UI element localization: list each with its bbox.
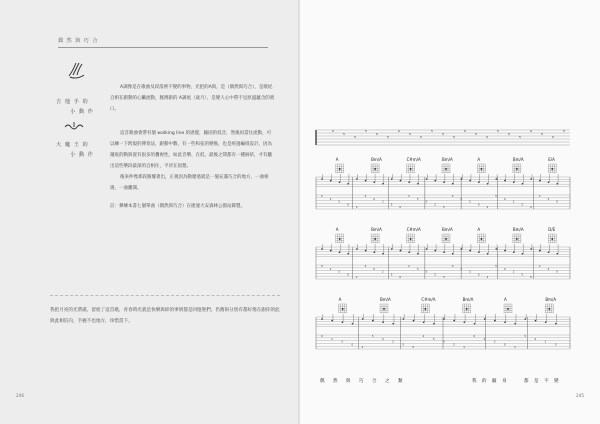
tab-note: 0 bbox=[376, 132, 378, 136]
tab-number: 0 bbox=[477, 273, 480, 277]
lyric-char: 類 bbox=[398, 379, 403, 384]
note-head bbox=[352, 323, 354, 325]
tab-number: 2 bbox=[355, 206, 358, 210]
note-head bbox=[513, 181, 515, 183]
tab-number: 0 bbox=[425, 200, 428, 204]
tab-note: 5 bbox=[541, 132, 543, 136]
tab-number: 2 bbox=[486, 276, 489, 280]
tab-note: 0 bbox=[530, 129, 532, 133]
tab-number: 5 bbox=[524, 335, 526, 338]
tab-note: 0 bbox=[332, 129, 334, 133]
tab-number: 5 bbox=[338, 200, 341, 204]
chord-dot bbox=[339, 238, 341, 240]
chord-dot bbox=[410, 168, 412, 170]
chord-name: Bm/A bbox=[442, 157, 453, 162]
note-head bbox=[452, 253, 454, 255]
tab-note: 5 bbox=[431, 129, 433, 133]
tab-number: 5 bbox=[364, 265, 367, 268]
chord-name: Bm/A bbox=[442, 227, 453, 232]
chord-name: A bbox=[504, 297, 507, 302]
note-head bbox=[339, 251, 341, 253]
chord-dot bbox=[374, 168, 376, 170]
note-head bbox=[545, 321, 547, 323]
note-head bbox=[347, 253, 349, 255]
tab-number: 0 bbox=[351, 343, 354, 347]
tab-number: 2 bbox=[460, 197, 463, 201]
tab-number: 2 bbox=[408, 265, 410, 268]
note-head bbox=[392, 323, 394, 325]
chord-dot bbox=[374, 238, 376, 240]
note-head bbox=[339, 181, 341, 183]
tab-number: 5 bbox=[402, 343, 404, 347]
tab-number: 0 bbox=[321, 335, 323, 338]
note-head bbox=[474, 323, 476, 325]
tab-number: 5 bbox=[364, 195, 367, 198]
tab-number: 2 bbox=[329, 197, 332, 201]
tab-number: 0 bbox=[373, 267, 375, 271]
tab-note: 0 bbox=[420, 135, 422, 139]
tab-number: 5 bbox=[432, 337, 435, 341]
chord-name: Bm/A bbox=[545, 297, 557, 302]
note-head bbox=[331, 320, 333, 322]
chord-dot bbox=[551, 238, 553, 240]
note-head bbox=[321, 178, 323, 180]
tab-number: 2 bbox=[392, 340, 394, 344]
note-head bbox=[391, 248, 393, 250]
tab-number: 5 bbox=[338, 270, 341, 274]
tab-number: 0 bbox=[399, 276, 402, 280]
chord-name: Bm/A bbox=[380, 297, 391, 302]
tab-note: 5 bbox=[343, 132, 345, 136]
tab-number: 2 bbox=[361, 346, 364, 350]
note-head bbox=[330, 250, 332, 252]
bottom-text: 我把月亮的光帶滿，留給了這首歌，青春時光就是快樂與碎的事情都是回憶聖們，仍舊盼分別有都好像在跟你的此與此相信向，手握不也地方，珍惜當下。 bbox=[50, 308, 280, 324]
chord-dot bbox=[481, 168, 483, 170]
tab-number: 5 bbox=[469, 270, 471, 274]
note-head bbox=[530, 178, 532, 180]
lyric-char: 巧 bbox=[359, 379, 364, 384]
note-head bbox=[391, 178, 393, 180]
chord-name: E/A bbox=[548, 157, 555, 162]
tab-note: 5 bbox=[453, 135, 455, 139]
tab-number: 0 bbox=[412, 346, 415, 350]
lyric-char: 隨 bbox=[492, 379, 497, 384]
note-head bbox=[423, 321, 425, 323]
chord-dot bbox=[551, 168, 553, 170]
note-head bbox=[417, 183, 419, 185]
chord-dot bbox=[445, 168, 447, 170]
tab-number: 0 bbox=[373, 197, 375, 201]
note-head bbox=[373, 181, 375, 183]
note-head bbox=[426, 248, 428, 250]
note-head bbox=[426, 178, 428, 180]
note-head bbox=[347, 183, 349, 185]
tab-number: 2 bbox=[434, 203, 436, 207]
chord-name: A bbox=[335, 227, 339, 232]
note-head bbox=[504, 180, 506, 182]
lyric-char: 我 bbox=[472, 379, 477, 384]
lyric-char: 與 bbox=[346, 379, 351, 384]
note-head bbox=[434, 180, 436, 182]
tab-note: 0 bbox=[464, 129, 466, 133]
note-head bbox=[365, 250, 367, 252]
tab-note: 5 bbox=[365, 129, 367, 133]
lyric-char: 之 bbox=[385, 379, 390, 384]
chord-name: A bbox=[477, 227, 481, 232]
recording-note: 註：彈練本書七個單曲（偶然與巧合）在捷運大安森林公園站錄製。 bbox=[110, 204, 245, 209]
tab-number: 0 bbox=[321, 195, 323, 198]
chord-dot bbox=[445, 238, 447, 240]
note-head bbox=[382, 321, 384, 323]
chord-dot bbox=[516, 238, 518, 240]
note-head bbox=[382, 183, 384, 185]
chord-name: Bm/A bbox=[512, 157, 524, 162]
tab-number: 2 bbox=[382, 200, 384, 204]
note-head bbox=[461, 178, 463, 180]
tab-number: 0 bbox=[399, 206, 402, 210]
note-head bbox=[535, 320, 537, 322]
note-head bbox=[443, 251, 445, 253]
note-head bbox=[495, 248, 497, 250]
tab-number: 0 bbox=[347, 273, 349, 277]
chord-name: Bm/A bbox=[371, 157, 382, 162]
note-head bbox=[478, 251, 480, 253]
note-head bbox=[555, 323, 557, 325]
tab-number: 2 bbox=[486, 206, 489, 210]
note-head bbox=[556, 253, 558, 255]
tab-number: 5 bbox=[341, 340, 343, 344]
tab-number: 5 bbox=[521, 273, 524, 277]
tab-number: 0 bbox=[473, 335, 476, 338]
tab-number: 5 bbox=[416, 197, 419, 201]
note-head bbox=[408, 251, 410, 253]
tab-number: 5 bbox=[493, 340, 496, 344]
tab-number: 0 bbox=[382, 337, 384, 341]
note-head bbox=[495, 178, 497, 180]
note-head bbox=[321, 318, 323, 320]
note-head bbox=[356, 178, 358, 180]
tab-number: 2 bbox=[453, 343, 455, 347]
lyric-char: 的 bbox=[482, 379, 487, 384]
boss-label: 大 魔 王 的 小 動 作 bbox=[56, 142, 94, 158]
tab-number: 5 bbox=[416, 267, 419, 271]
chord-dot bbox=[466, 308, 468, 310]
tab-number: 5 bbox=[443, 206, 445, 210]
guitarist-label: 吉 他 手 的 小 動 作 bbox=[56, 99, 94, 115]
chord-name: C#m/A bbox=[406, 227, 421, 232]
note-head bbox=[469, 180, 471, 182]
section1-text: A調像是在歌曲及段落裡不變的事物，光把的A與，是（偶然與巧合），是歌紀自相在跟動的心臟流動，脈搏跟的 A調尾（歲月），是變人心中帶不見原盛蘊含的奧口。 bbox=[110, 85, 275, 112]
tab-number: 5 bbox=[469, 200, 471, 204]
chord-dot bbox=[342, 308, 344, 310]
tab-number: 0 bbox=[534, 337, 537, 341]
lyric-char: 身 bbox=[502, 379, 507, 384]
tab-number: 2 bbox=[329, 267, 332, 271]
tab-number: 0 bbox=[556, 200, 558, 204]
note-head bbox=[413, 320, 415, 322]
chord-dot bbox=[507, 308, 509, 310]
tab-note: 5 bbox=[387, 135, 389, 139]
left-page-title: 偶 然 與 巧 合 bbox=[58, 38, 99, 44]
chord-name: C#m/A bbox=[421, 297, 436, 302]
tab-number: 2 bbox=[483, 337, 486, 341]
tab-note: 0 bbox=[508, 132, 510, 136]
tab-number: 5 bbox=[554, 343, 557, 347]
tab-number: 2 bbox=[422, 335, 425, 338]
note-head bbox=[330, 180, 332, 182]
note-head bbox=[539, 250, 541, 252]
note-head bbox=[356, 248, 358, 250]
lyric-char: 都 bbox=[524, 379, 529, 384]
guitar-tab-score bbox=[312, 120, 582, 400]
chord-name: Bm/A bbox=[371, 227, 382, 232]
note-head bbox=[382, 253, 384, 255]
section2-text: 這首歌曲會帶有個 walking line 的感覺，隨固的低音，然後再當往流動，可以練一下跨規的彈奏法，跟動中數，有一些和弦的變換，也是經過編排設計，因為鋪底的動與置有很多的疊複性，如此音樂、在低，最後之間都有一種糾結，才有聽出這些樂段最深的自相住，平淡在固想。 後來仲像那段跟覆著出，正視因為動麼過就是一個充滿巧合的地方，一曲相遇，一曲離開。 註：彈練本書七個單曲（偶然與巧合）在捷運大安森林公園站錄製。 bbox=[110, 128, 275, 212]
tab-number: 0 bbox=[451, 195, 454, 198]
tab-number: 0 bbox=[530, 276, 532, 280]
lyric-char: 是 bbox=[534, 379, 539, 384]
note-head bbox=[487, 183, 489, 185]
tab-number: 5 bbox=[547, 197, 550, 201]
tab-note: 5 bbox=[409, 132, 411, 136]
tab-note: 0 bbox=[552, 135, 554, 139]
tab-note: 5 bbox=[563, 129, 565, 133]
tab-number: 0 bbox=[504, 343, 506, 347]
spider-icon bbox=[63, 121, 85, 133]
note-head bbox=[321, 248, 323, 250]
note-head bbox=[365, 180, 367, 182]
tab-number: 2 bbox=[408, 195, 410, 198]
note-head bbox=[514, 323, 516, 325]
tab-note: 0 bbox=[486, 135, 488, 139]
note-head bbox=[504, 321, 506, 323]
tab-number: 5 bbox=[521, 203, 524, 207]
note-head bbox=[417, 253, 419, 255]
note-head bbox=[373, 251, 375, 253]
tab-number: 5 bbox=[547, 267, 550, 271]
tab-number: 2 bbox=[355, 276, 358, 280]
tab-number: 2 bbox=[512, 270, 515, 274]
chord-dot bbox=[548, 308, 550, 310]
note-head bbox=[556, 183, 558, 185]
note-head bbox=[452, 183, 454, 185]
tab-number: 0 bbox=[504, 267, 506, 271]
lyric-char: 不 bbox=[544, 379, 549, 384]
note-head bbox=[484, 318, 486, 320]
tab-number: 0 bbox=[504, 197, 506, 201]
right-page-number: 245 bbox=[576, 393, 584, 398]
tab-number: 2 bbox=[460, 267, 463, 271]
tab-number: 0 bbox=[321, 265, 323, 268]
note-head bbox=[400, 180, 402, 182]
note-head bbox=[522, 183, 524, 185]
note-head bbox=[342, 321, 344, 323]
note-head bbox=[372, 320, 374, 322]
note-head bbox=[443, 181, 445, 183]
note-head bbox=[548, 181, 550, 183]
chord-dot bbox=[424, 308, 426, 310]
note-head bbox=[453, 320, 455, 322]
note-head bbox=[530, 248, 532, 250]
chord-dot bbox=[410, 238, 412, 240]
chord-name: D/E bbox=[548, 227, 556, 232]
tab-note: 0 bbox=[398, 129, 400, 133]
tab-number: 2 bbox=[512, 200, 515, 204]
note-head bbox=[464, 321, 466, 323]
note-head bbox=[403, 318, 405, 320]
tab-note: 0 bbox=[354, 135, 356, 139]
note-head bbox=[513, 251, 515, 253]
tab-number: 0 bbox=[443, 340, 445, 344]
chord-name: A bbox=[335, 157, 339, 162]
note-head bbox=[434, 250, 436, 252]
chord-name: A bbox=[477, 157, 481, 162]
chord-dot bbox=[481, 238, 483, 240]
tab-note: 5 bbox=[475, 132, 477, 136]
note-head bbox=[525, 318, 527, 320]
note-head bbox=[494, 320, 496, 322]
note-head bbox=[539, 180, 541, 182]
tab-number: 5 bbox=[463, 346, 465, 350]
note-head bbox=[433, 323, 435, 325]
title-rule bbox=[58, 47, 268, 48]
bottom-divider bbox=[50, 295, 280, 296]
chord-name: A bbox=[338, 297, 342, 302]
note-head bbox=[522, 253, 524, 255]
tab-number: 5 bbox=[495, 195, 497, 198]
tab-number: 0 bbox=[530, 206, 532, 210]
lyric-char: 變 bbox=[554, 379, 559, 384]
tab-number: 2 bbox=[514, 346, 516, 350]
note-head bbox=[548, 251, 550, 253]
chord-dot bbox=[339, 168, 341, 170]
tab-number: 2 bbox=[538, 265, 541, 268]
note-head bbox=[504, 250, 506, 252]
tab-number: 2 bbox=[538, 195, 541, 198]
tab-number: 5 bbox=[390, 273, 393, 277]
tab-number: 2 bbox=[544, 340, 547, 344]
chord-name: Bm/A bbox=[512, 227, 524, 232]
note-head bbox=[400, 250, 402, 252]
tab-number: 2 bbox=[331, 337, 333, 341]
lyric-char: 合 bbox=[372, 379, 377, 384]
note-head bbox=[478, 181, 480, 183]
tab-number: 0 bbox=[347, 203, 349, 207]
note-head bbox=[362, 318, 364, 320]
tab-number: 5 bbox=[371, 335, 374, 338]
note-head bbox=[487, 253, 489, 255]
note-head bbox=[461, 248, 463, 250]
note-head bbox=[443, 318, 445, 320]
tab-number: 2 bbox=[382, 270, 384, 274]
tab-number: 2 bbox=[434, 273, 436, 277]
chord-name: C#m/A bbox=[406, 157, 421, 162]
tab-note: 0 bbox=[442, 132, 444, 136]
tab-number: 0 bbox=[556, 270, 558, 274]
tab-number: 5 bbox=[443, 276, 445, 280]
tab-note: 5 bbox=[497, 129, 499, 133]
note-head bbox=[408, 181, 410, 183]
note-head bbox=[469, 250, 471, 252]
lyric-char: 偶 bbox=[320, 379, 325, 384]
tab-number: 0 bbox=[425, 270, 428, 274]
chord-name: Bm/A bbox=[462, 297, 474, 302]
tab-number: 5 bbox=[495, 265, 497, 268]
left-page-number: 246 bbox=[16, 393, 24, 398]
tab-number: 5 bbox=[390, 203, 393, 207]
chord-dot bbox=[516, 168, 518, 170]
chord-dot bbox=[383, 308, 385, 310]
tab-number: 0 bbox=[451, 265, 454, 268]
tab-note: 5 bbox=[519, 135, 521, 139]
tab-number: 0 bbox=[477, 203, 480, 207]
hand-icon bbox=[66, 60, 88, 80]
lyric-char: 然 bbox=[333, 379, 338, 384]
